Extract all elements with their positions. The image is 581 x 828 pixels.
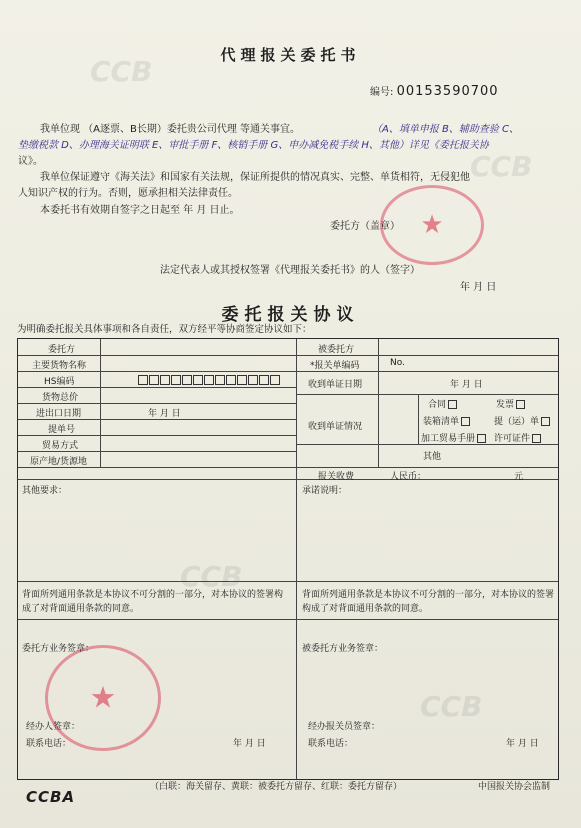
signer-date: 年 月 日: [460, 282, 497, 293]
agent-business-seal: 被委托方业务签章：: [302, 644, 384, 654]
letter-options: （A、填单申报 B、辅助查验 C、: [372, 124, 520, 135]
row-line: [18, 355, 296, 356]
doc-contract-label: 合同: [428, 400, 447, 410]
row-line: [18, 581, 558, 582]
row-line: [18, 371, 296, 372]
received-date-label: 收到单证日期: [308, 380, 363, 390]
ie-date-label: 进出口日期: [36, 409, 82, 419]
docs-label: 收到单证情况: [308, 422, 363, 432]
ccb-watermark: CCB: [420, 690, 483, 723]
client-label: 委托方: [48, 345, 76, 355]
row-line: [18, 451, 296, 452]
commitment-note: 承诺说明：: [302, 486, 348, 496]
red-seal-stamp: ★: [380, 185, 484, 265]
agent-label: 被委托方: [318, 345, 355, 355]
declaration-no-label: *报关单编码: [310, 361, 360, 371]
serial-prefix: 001: [396, 84, 425, 99]
contact-phone: 联系电话：: [26, 739, 72, 749]
serial-label: 编号:: [370, 87, 394, 98]
client-business-seal: 委托方业务签章：: [22, 644, 95, 654]
row-line: [18, 619, 558, 620]
fee-unit: 元: [514, 472, 524, 482]
copies-note: （白联：海关留存、黄联：被委托方留存、红联：委托方留存）: [150, 782, 403, 792]
letter-line: 我单位现 （A逐票、B长期）委托贵公司代理 等通关事宜。: [40, 124, 301, 135]
letter-line: 本委托书有效期自签字之日起至 年 月 日止。: [40, 205, 240, 216]
hs-code-label: HS编码: [44, 377, 75, 387]
invoice-checkbox[interactable]: [516, 400, 525, 409]
back-terms-left: 背面所列通用条款是本协议不可分割的一部分，对本协议的签署构成了对背面通用条款的同意。: [22, 590, 284, 614]
received-date-value: 年 月 日: [450, 380, 483, 390]
total-value-label: 货物总价: [42, 393, 79, 403]
hs-code-boxes: [138, 375, 281, 388]
serial-number: [370, 82, 499, 102]
signer-line: 法定代表人或其授权签署《代理报关委托书》的人（签字）: [160, 265, 420, 276]
row-line: [18, 435, 296, 436]
handler-sign: 经办人签章：: [26, 722, 81, 732]
client-sign-date: 年 月 日: [233, 739, 266, 749]
red-seal-stamp: ★: [45, 645, 161, 751]
back-terms-right: 背面所列通用条款是本协议不可分割的一部分，对本协议的签署构成了对背面通用条款的同意。: [302, 590, 555, 614]
row-line: [18, 467, 558, 468]
agent-handler-sign: 经办报关员签章：: [308, 722, 381, 732]
agent-sign-date: 年 月 日: [506, 739, 539, 749]
row-line: [296, 371, 558, 372]
doc-invoice[interactable]: [496, 397, 525, 410]
entrustment-title: 代理报关委托书: [220, 46, 361, 64]
agreement-table: [17, 338, 559, 780]
letter-line: 人知识产权的行为。否则，愿承担相关法律责任。: [18, 188, 238, 199]
packing-checkbox[interactable]: [461, 417, 470, 426]
letter-line: 我单位保证遵守《海关法》和国家有关法规，保证所提供的情况真实、完整、单货相符，无侵犯他: [40, 172, 470, 183]
client-seal-label: 委托方（盖章）: [330, 221, 400, 232]
serial-digits: 53590700: [424, 84, 499, 99]
doc-license-label: 许可证件: [494, 434, 531, 444]
doc-packing-list[interactable]: [423, 414, 470, 427]
row-line: [18, 403, 296, 404]
doc-bill-of-lading[interactable]: [494, 414, 550, 427]
ccb-watermark: CCB: [90, 55, 153, 88]
bl-checkbox[interactable]: [541, 417, 550, 426]
doc-bl-label: 提（运）单: [494, 417, 540, 427]
other-requirements: 其他要求：: [22, 486, 68, 496]
supervisor-note: 中国报关协会监制: [478, 782, 551, 792]
doc-invoice-label: 发票: [496, 400, 515, 410]
doc-contract[interactable]: [428, 397, 457, 410]
doc-packing-label: 装箱清单: [423, 417, 460, 427]
doc-license[interactable]: [494, 431, 541, 444]
fee-label: 报关收费: [318, 472, 355, 482]
ccb-watermark: CCB: [180, 560, 243, 593]
goods-name-label: 主要货物名称: [32, 361, 87, 371]
row-line: [18, 419, 296, 420]
label-divider: [378, 339, 379, 467]
agreement-intro: 为明确委托报关具体事项和各自责任，双方经平等协商签定协议如下：: [17, 324, 312, 335]
row-line: [296, 444, 558, 445]
ie-date-value: 年 月 日: [148, 409, 181, 419]
row-line: [18, 479, 558, 480]
fee-currency: 人民币：: [390, 472, 427, 482]
docs-divider: [418, 394, 419, 444]
contract-checkbox[interactable]: [448, 400, 457, 409]
declaration-no-value: No.: [390, 358, 405, 368]
agreement-title: 委托报关协议: [221, 305, 360, 325]
row-line: [296, 394, 558, 395]
agent-contact-phone: 联系电话：: [308, 739, 354, 749]
row-line: [296, 355, 558, 356]
manual-checkbox[interactable]: [477, 434, 486, 443]
license-checkbox[interactable]: [532, 434, 541, 443]
column-divider: [296, 339, 297, 779]
bl-number-label: 提单号: [48, 425, 76, 435]
doc-other: 其他: [423, 452, 442, 462]
letter-line: 垫缴税款 D、办理海关证明联 E、审批手册 F、核销手册 G、申办减免税手续 H、其他）详见《委托报关协: [18, 140, 489, 151]
ccba-logo: CCBA: [26, 788, 76, 806]
trade-mode-label: 贸易方式: [42, 441, 79, 451]
doc-processing-manual[interactable]: [421, 431, 486, 444]
ccb-watermark: CCB: [470, 150, 533, 183]
doc-manual-label: 加工贸易手册: [421, 434, 476, 444]
origin-label: 原产地/货源地: [30, 457, 88, 467]
letter-line: 议》。: [18, 156, 43, 167]
